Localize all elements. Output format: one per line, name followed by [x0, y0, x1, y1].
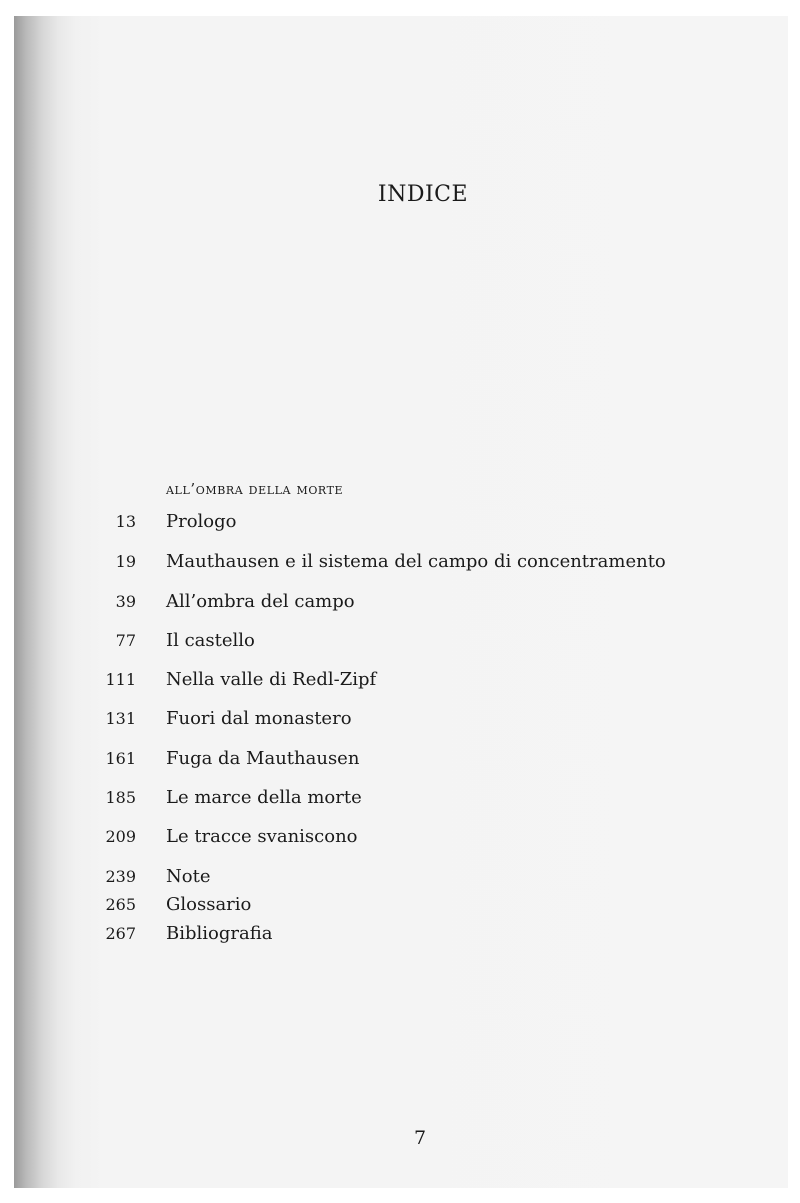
toc-page-number: 13	[115, 512, 136, 531]
toc-page-number: 209	[105, 827, 136, 846]
toc-entry-title: Le marce della morte	[166, 787, 362, 808]
toc-page-number: 185	[105, 788, 136, 807]
toc-page-number: 239	[105, 867, 136, 886]
toc-entry	[0, 921, 800, 947]
toc-entry	[0, 864, 800, 890]
toc-entry-title: Il castello	[166, 630, 255, 651]
toc-entry	[0, 509, 800, 535]
toc-entry	[0, 746, 800, 772]
toc-entry-title: Note	[166, 866, 211, 887]
toc-entry	[0, 892, 800, 918]
page-title: INDICE	[377, 182, 469, 207]
toc-entry	[0, 667, 800, 693]
toc-page-number: 39	[115, 592, 136, 611]
toc-entry-title: Bibliografia	[166, 923, 273, 944]
toc-page-number: 77	[115, 631, 136, 650]
toc-entry-title: Fuori dal monastero	[166, 708, 352, 729]
toc-entry	[0, 785, 800, 811]
toc-page-number: 19	[115, 552, 136, 571]
toc-page-number: 265	[105, 895, 136, 914]
toc-entry-title: Fuga da Mauthausen	[166, 748, 360, 769]
section-heading: all’ombra della morte	[166, 480, 344, 498]
toc-entry-title: Mauthausen e il sistema del campo di concentramento	[166, 551, 666, 572]
toc-entry-title: Le tracce svaniscono	[166, 826, 358, 847]
toc-entry	[0, 628, 800, 654]
toc-entry	[0, 589, 800, 615]
toc-page-number: 267	[105, 924, 136, 943]
toc-entry	[0, 706, 800, 732]
toc-page-number: 111	[105, 670, 136, 689]
toc-entry	[0, 824, 800, 850]
page-number: 7	[413, 1127, 427, 1149]
toc-page-number: 161	[105, 749, 136, 768]
toc-entry	[0, 549, 800, 575]
toc-entry-title: Nella valle di Redl-Zipf	[166, 669, 377, 690]
toc-page-number: 131	[105, 709, 136, 728]
toc-entry-title: Glossario	[166, 894, 252, 915]
toc-entry-title: All’ombra del campo	[166, 591, 355, 612]
toc-entry-title: Prologo	[166, 511, 237, 532]
